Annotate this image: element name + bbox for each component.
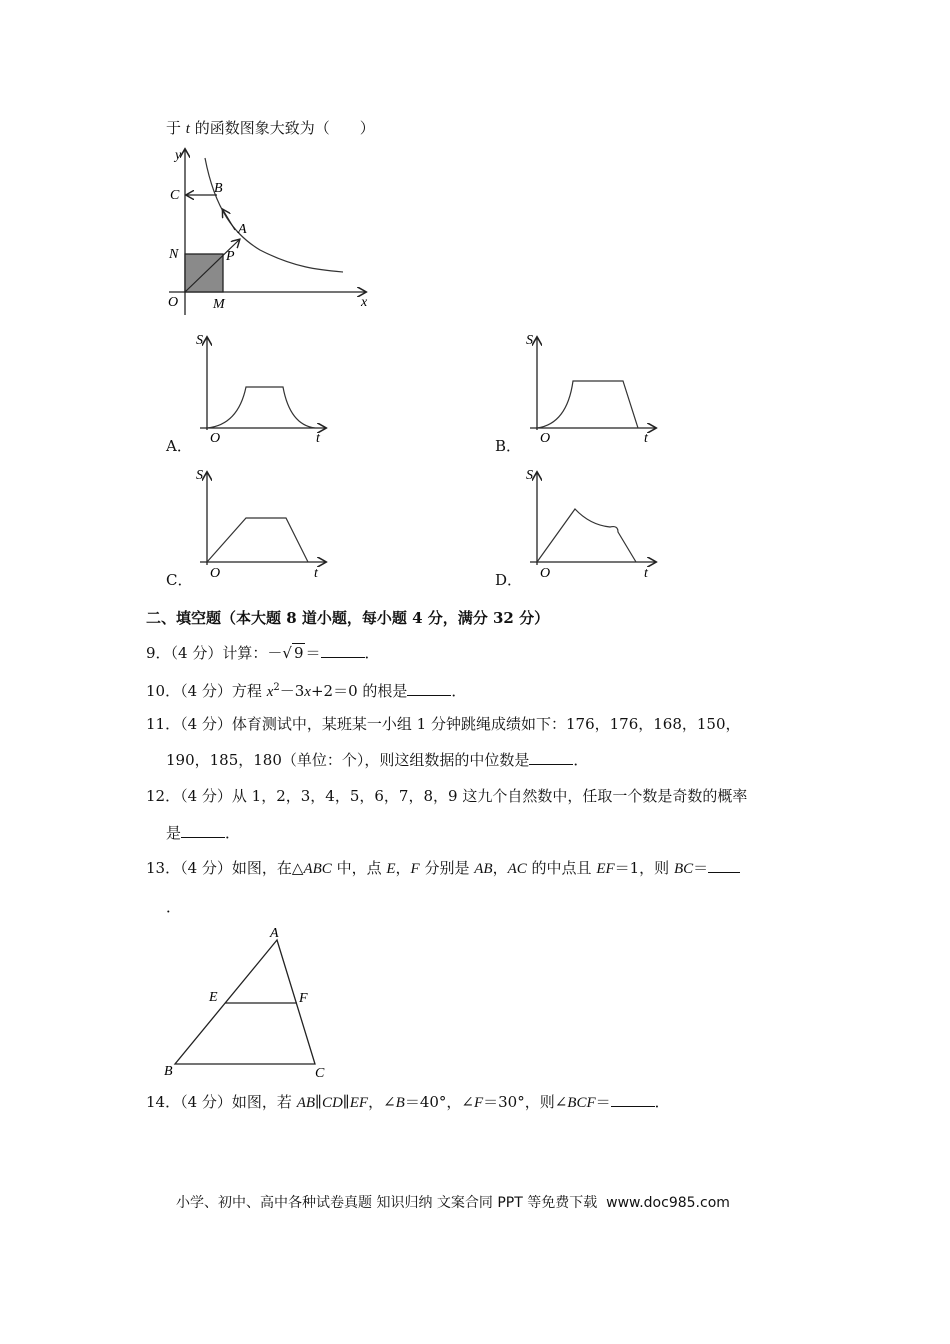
footer: 小学、初中、高中各种试卷真题 知识归纳 文案合同 PPT 等免费下载 www.doc985.com (176, 1195, 730, 1211)
label-c: C (170, 188, 180, 203)
svg-text:C: C (315, 1066, 325, 1080)
label-p: P (226, 249, 235, 264)
svg-text:O: O (210, 566, 221, 580)
answer-blank-9[interactable] (321, 643, 365, 658)
svg-text:S: S (526, 468, 533, 483)
answer-blank-12[interactable] (181, 823, 225, 838)
svg-text:O: O (540, 566, 551, 580)
svg-text:t: t (314, 566, 318, 580)
svg-text:B: B (164, 1064, 173, 1079)
question-14: 14．（4 分）如图，若 AB∥CD∥EF，∠B＝40°，∠F＝30°，则∠BCF＝ ． (146, 1093, 670, 1111)
svg-text:S: S (196, 333, 203, 348)
option-c-label: C． (166, 571, 193, 589)
option-d-curve (537, 509, 636, 562)
question-11: 11．（4 分）体育测试中，某班某一小组 1 分钟跳绳成绩如下：176，176，168，150， (146, 715, 741, 733)
option-a-graph (190, 330, 330, 445)
svg-text:E: E (209, 990, 218, 1005)
svg-text:O: O (210, 431, 221, 445)
label-b: B (214, 181, 223, 196)
svg-text:A: A (270, 926, 279, 941)
label-m: M (213, 297, 225, 312)
label-y: y (175, 148, 182, 163)
option-d-label: D． (495, 571, 523, 589)
label-x: x (361, 295, 368, 310)
option-c-curve (207, 518, 308, 562)
answer-blank-11[interactable] (529, 750, 573, 765)
svg-text:O: O (540, 431, 551, 445)
option-b-label: B． (495, 437, 522, 455)
triangle-figure (155, 920, 345, 1080)
svg-text:t: t (316, 431, 320, 445)
svg-text:t: t (644, 431, 648, 445)
answer-blank-13[interactable] (708, 858, 740, 873)
footer-link[interactable]: www.doc985.com (606, 1195, 730, 1211)
question-intro: 于 t 的函数图象大致为（ ） (166, 119, 375, 137)
label-a: A (238, 222, 247, 237)
motion-diagram (155, 140, 385, 320)
question-12: 12．（4 分）从 1，2，3，4，5，6，7，8，9 这九个自然数中，任取一个数是奇数的概率 (146, 787, 748, 805)
label-n: N (169, 247, 179, 262)
question-13: 13．（4 分）如图，在△ABC 中，点 E，F 分别是 AB，AC 的中点且 EF＝1，则 BC＝ (146, 858, 740, 879)
question-11-line2: 190，185，180（单位：个），则这组数据的中位数是 ． (166, 751, 589, 769)
triangle-abc (175, 940, 315, 1064)
option-b-curve (537, 381, 638, 428)
svg-text:F: F (299, 991, 308, 1006)
question-10: 10．（4 分）方程 $x^2-3x+2=0$ 的根是 ． (146, 682, 467, 700)
svg-text:S: S (526, 333, 533, 348)
question-12-line2: 是 ． (166, 824, 241, 842)
option-c-graph (190, 465, 330, 580)
question-13-end: ． (166, 898, 182, 916)
path-ab-arrow (223, 210, 235, 230)
section-heading: 二、填空题（本大题 8 道小题，每小题 4 分，满分 32 分） (146, 609, 550, 627)
svg-text:S: S (196, 468, 203, 483)
answer-blank-14[interactable] (611, 1092, 655, 1107)
question-9: 9．（4 分）计算：－√ 9 ＝ ． (146, 644, 380, 662)
answer-blank-10[interactable] (407, 681, 451, 696)
option-b-graph (520, 330, 660, 445)
option-a-label: A． (166, 437, 192, 455)
option-a-curve (207, 387, 315, 428)
option-d-graph (520, 465, 660, 580)
label-o: O (168, 295, 179, 310)
svg-text:t: t (644, 566, 648, 580)
